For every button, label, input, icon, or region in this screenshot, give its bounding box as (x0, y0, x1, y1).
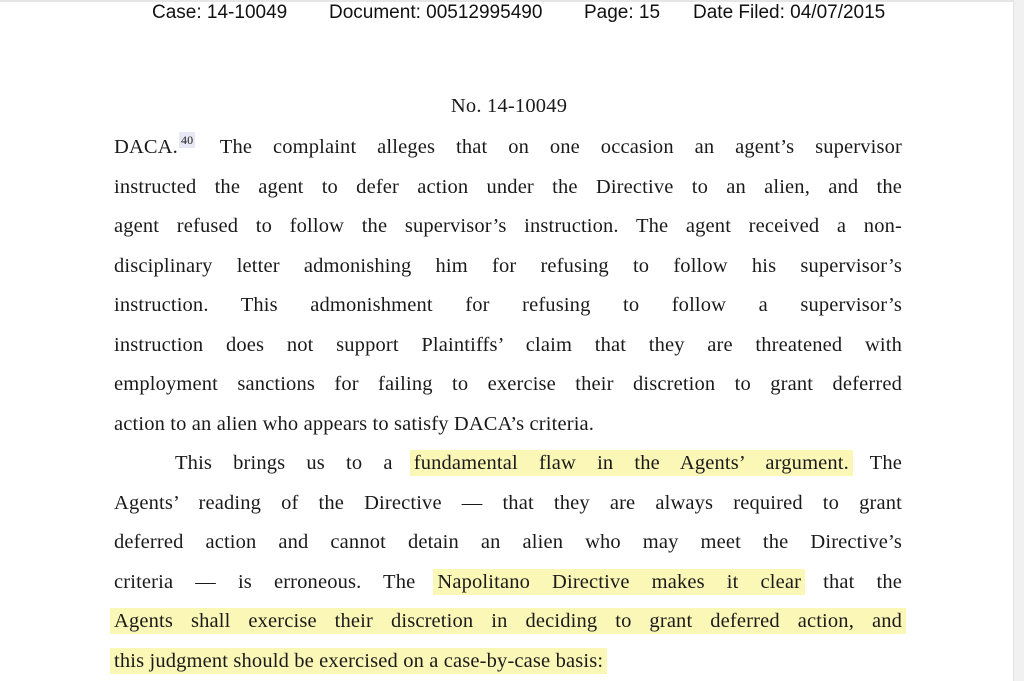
paragraph-1-first-word: DACA. (114, 136, 178, 158)
paragraph-2-line-1-pre: This brings us to a (175, 452, 393, 474)
paragraph-2-line-6 (114, 649, 902, 673)
docket-number-heading: No. 14-10049 (450, 95, 568, 117)
paragraph-2-line-4 (114, 570, 902, 594)
paragraph-1-line-2: instructed the agent to defer action under the Directive to an alien, and the (114, 176, 902, 198)
footnote-40-link[interactable]: 40 (180, 133, 194, 147)
highlight-agents-discretion[interactable]: Agents shall exercise their discretion in deciding to grant deferred action, and (110, 608, 906, 634)
paragraph-1-line-7: employment sanctions for failing to exercise their discretion to grant deferred (114, 373, 902, 395)
paragraph-2-line-4-post: that the (823, 571, 903, 593)
highlight-napolitano-directive[interactable]: Napolitano Directive makes it clear (433, 569, 805, 595)
paragraph-1-line-3: agent refused to follow the supervisor’s instruction. The agent received a non- (114, 215, 902, 237)
date-filed: Date Filed: 04/07/2015 (693, 2, 886, 23)
paragraph-1-line-4: disciplinary letter admonishing him for refusing to follow his supervisor’s (114, 255, 902, 277)
paragraph-1-line-1-text: The complaint alleges that on one occasion an agent’s supervisor (219, 136, 902, 158)
paragraph-2-line-1-post: The (869, 452, 902, 474)
case-number: Case: 14-10049 (152, 2, 288, 23)
paragraph-2-line-1 (175, 451, 902, 475)
paragraph-1-line-5: instruction. This admonishment for refusing to follow a supervisor’s (114, 294, 902, 316)
document-number: Document: 00512995490 (329, 2, 543, 23)
page-number: Page: 15 (584, 2, 661, 23)
paragraph-1-line-6: instruction does not support Plaintiffs’ claim that they are threatened with (114, 334, 902, 356)
paragraph-2-line-3: deferred action and cannot detain an alien who may meet the Directive’s (114, 531, 902, 553)
highlight-case-by-case[interactable]: this judgment should be exercised on a case-by-case basis: (110, 648, 607, 674)
paragraph-2-line-5 (114, 609, 902, 633)
paragraph-2-line-4-pre: criteria — is erroneous. The (114, 571, 416, 593)
paragraph-2-line-2: Agents’ reading of the Directive — that they are always required to grant (114, 492, 902, 514)
paragraph-1-line-1 (114, 135, 902, 159)
paragraph-1-line-8: action to an alien who appears to satisfy DACA’s criteria. (114, 413, 595, 435)
filing-header (0, 2, 1024, 26)
highlight-fundamental-flaw[interactable]: fundamental flaw in the Agents’ argument. (410, 450, 853, 476)
